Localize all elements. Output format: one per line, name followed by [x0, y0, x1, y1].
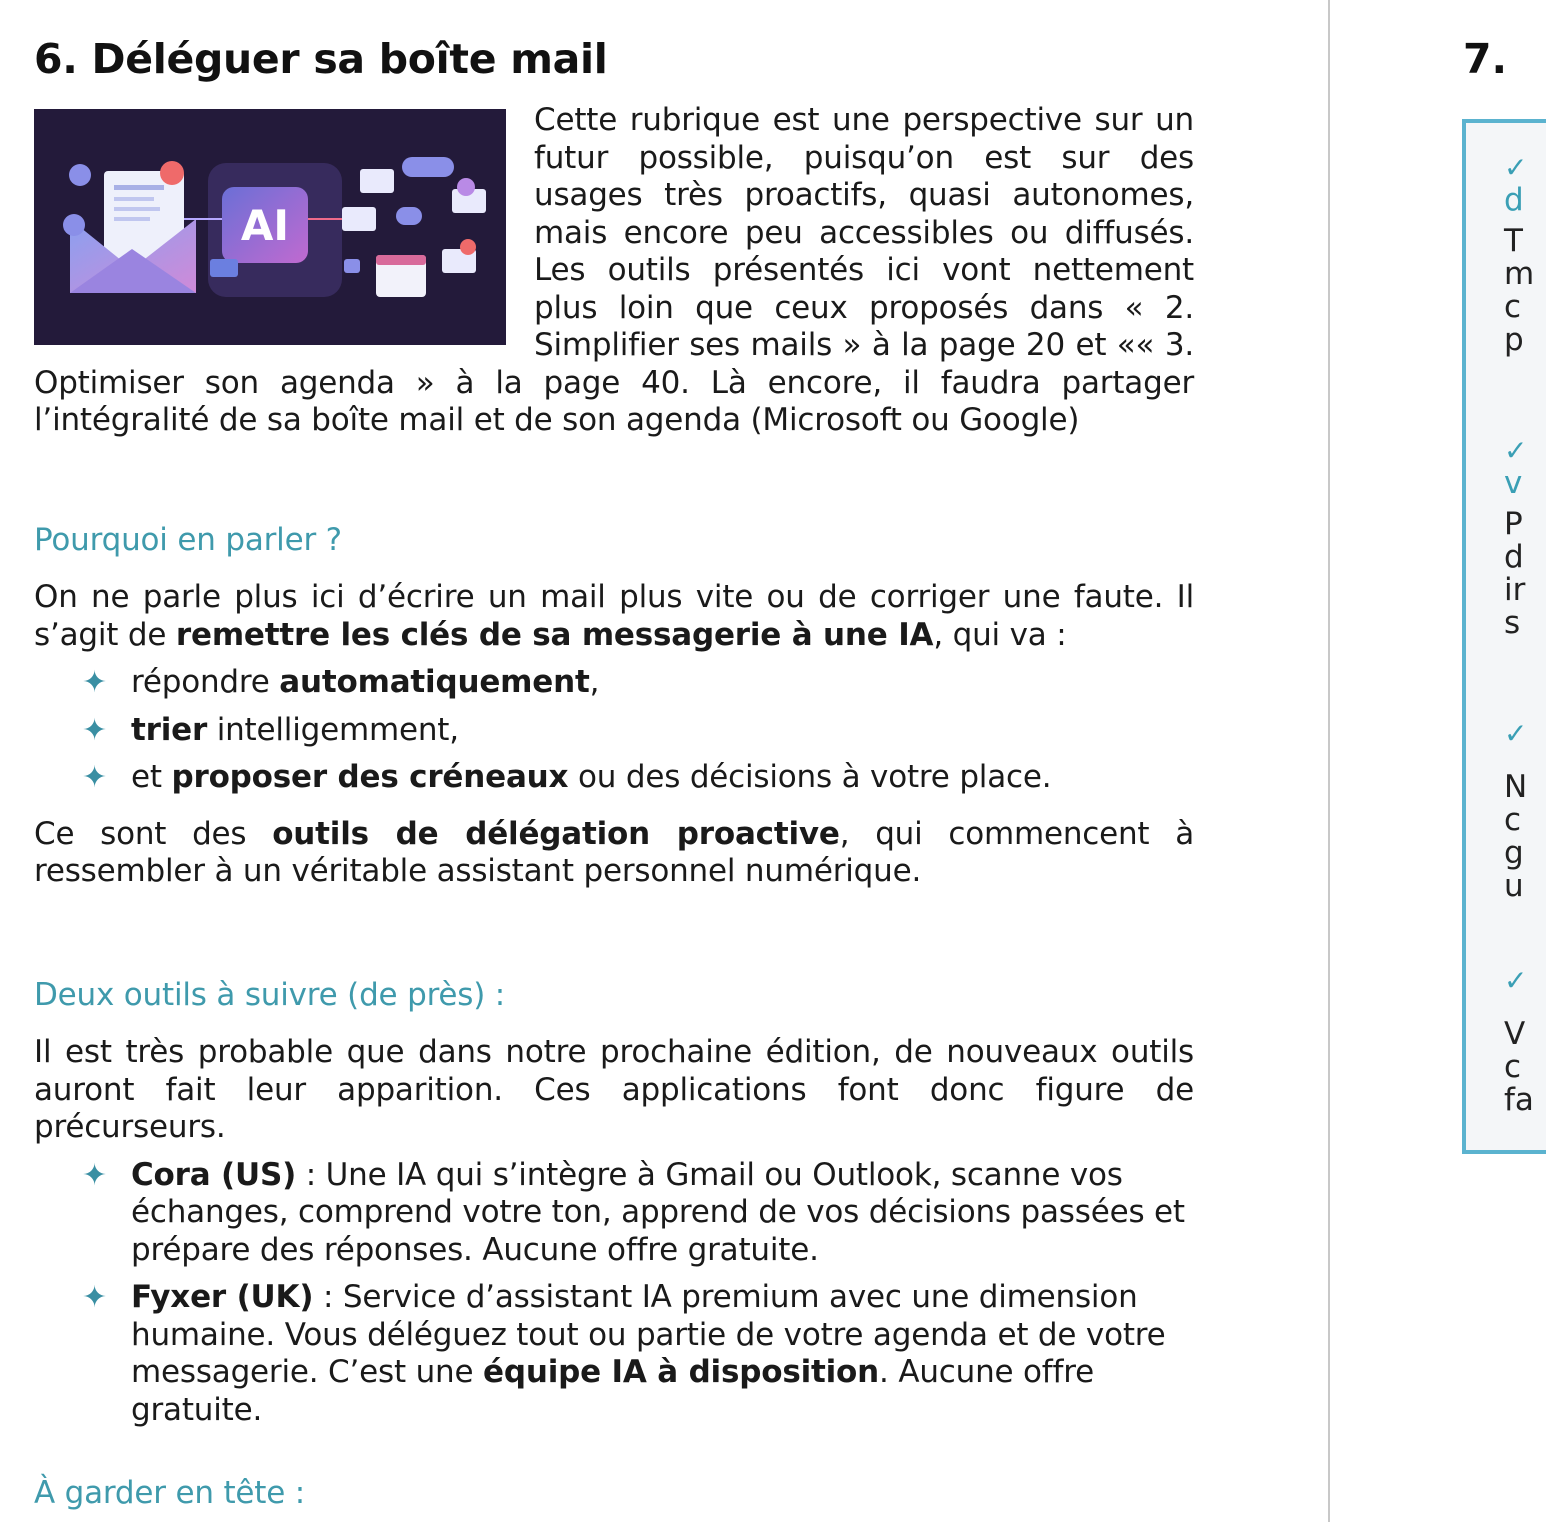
why-paragraph-1	[34, 579, 1194, 654]
callout-item	[1504, 966, 1544, 1117]
tool-name: Fyxer (UK)	[131, 1279, 314, 1315]
tools-heading: Deux outils à suivre (de près) :	[34, 977, 506, 1013]
ai-label: AI	[240, 201, 290, 250]
intro-paragraph: Cette rubrique est une perspective sur un futur possible, puisqu’on est sur des usages très proactifs, quasi autonomes, mais encore peu accessibles ou diffusés. Les outils présentés ici vont nettement plus loin que ceux proposés dans « 2. Simplifier ses mails » à la page 20 et «« 3. Optimiser son agenda » à la page 40. Là encore, il faudra partager l’intégralité de sa boîte mail et de son agenda (Microsoft ou Google)	[34, 102, 1194, 438]
section-7-number: 7.	[1463, 35, 1508, 83]
checkmark-icon: ✓	[1504, 717, 1528, 750]
tool-description-end: . Aucune offre gratuite.	[131, 1354, 1094, 1428]
keep-in-mind-heading: À garder en tête :	[34, 1475, 306, 1511]
bullet-post: ,	[589, 664, 600, 700]
sparkle-icon: ✦	[82, 1157, 107, 1193]
callout-item	[1504, 719, 1544, 903]
list-item	[34, 1157, 1191, 1270]
list-item	[34, 759, 1191, 797]
sparkle-icon: ✦	[82, 665, 107, 700]
callout-text: P d ir s	[1504, 506, 1526, 641]
bullet-bold: proposer des créneaux	[171, 759, 569, 795]
bullet-bold: trier	[131, 711, 208, 748]
why-p1-bold: remettre les clés de sa messagerie à une IA	[175, 616, 934, 653]
why-p1-end: , qui va :	[933, 616, 1067, 653]
sparkle-icon: ✦	[82, 1280, 107, 1315]
why-block	[34, 579, 1194, 891]
callout-item	[1504, 153, 1544, 357]
callout-title: v	[1504, 465, 1523, 501]
callout-title: d	[1504, 182, 1524, 218]
why-p2-bold: outils de délégation proactive	[272, 815, 840, 852]
section-title: 6. Déléguer sa boîte mail	[34, 35, 608, 83]
why-paragraph-2	[34, 816, 1194, 891]
why-p2-end: , qui commencent à ressembler à un véritable assistant personnel numérique.	[34, 815, 1195, 889]
bullet-post: ou des décisions à votre place.	[568, 759, 1052, 795]
tools-list	[34, 1157, 1194, 1430]
tool-description: : Une IA qui s’intègre à Gmail ou Outlook, scanne vos échanges, comprend votre ton, apprend de vos décisions passées et prépare des réponses. Aucune offre gratuite.	[131, 1156, 1185, 1268]
sparkle-icon: ✦	[82, 712, 107, 748]
bullet-bold: automatiquement	[279, 664, 590, 700]
tools-intro: Il est très probable que dans notre prochaine édition, de nouveaux outils auront fait leur apparition. Ces applications font donc figure de précurseurs.	[34, 1034, 1194, 1145]
callout-item	[1504, 436, 1544, 640]
bullet-post: intelligemment,	[207, 711, 459, 748]
ai-mail-illustration	[34, 109, 506, 345]
list-item	[34, 712, 1191, 750]
checkmark-icon: ✓	[1504, 964, 1528, 997]
why-bullet-list	[34, 664, 1194, 797]
envelope-icon	[63, 161, 196, 293]
callout-text: N c g u	[1504, 769, 1528, 904]
callout-text: T m c p	[1504, 223, 1535, 358]
why-p2-start: Ce sont des	[34, 815, 273, 852]
checkmark-icon: ✓	[1504, 151, 1528, 184]
why-heading: Pourquoi en parler ?	[34, 522, 342, 558]
section-7-callout-box	[1462, 119, 1546, 1154]
sparkle-icon: ✦	[82, 760, 107, 795]
bullet-pre: répondre	[131, 664, 280, 700]
callout-text: V c fa	[1504, 1016, 1534, 1118]
list-item	[34, 1279, 1191, 1429]
intro-block	[34, 102, 1194, 440]
column-divider	[1328, 0, 1330, 1522]
bullet-pre: et	[131, 759, 172, 795]
list-item	[34, 664, 1191, 702]
ai-chip-icon	[184, 163, 364, 297]
tool-description: : Service d’assistant IA premium avec une dimension humaine. Vous déléguez tout ou partie de votre agenda et de votre messagerie. C’est une	[131, 1279, 1166, 1390]
ai-mail-illustration-svg	[34, 109, 506, 345]
tool-highlight: équipe IA à disposition	[483, 1354, 880, 1390]
checkmark-icon: ✓	[1504, 434, 1528, 467]
tool-name: Cora (US)	[131, 1156, 297, 1193]
tools-block	[34, 1034, 1194, 1429]
why-p1-start: On ne parle plus ici d’écrire un mail plus vite ou de corriger une faute. Il s’agit de	[34, 579, 1194, 653]
